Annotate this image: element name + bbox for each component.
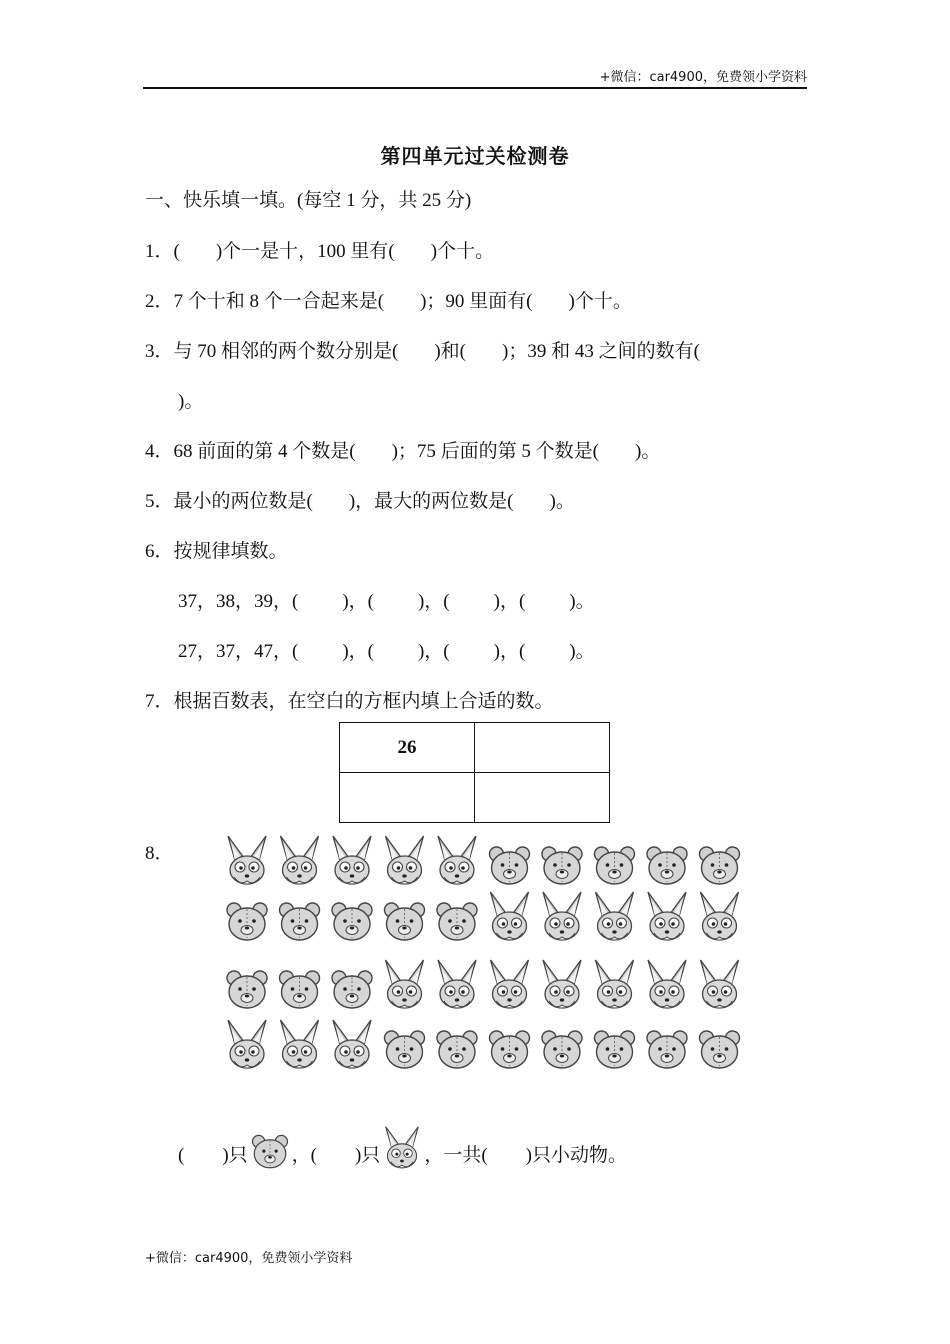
question-number: 2．	[145, 291, 174, 312]
section-heading: 一、快乐填一填。(每空 1 分，共 25 分)	[145, 190, 472, 211]
rabbit-icon	[333, 1020, 371, 1068]
bear-icon	[332, 903, 372, 940]
answer-text: )只	[222, 1145, 248, 1166]
question-text: )。	[178, 391, 204, 412]
bear-icon	[700, 1031, 740, 1068]
rabbit-icon	[701, 892, 739, 940]
bear-icon	[385, 903, 425, 940]
rabbit-icon	[228, 836, 266, 884]
question-text: 根据百数表，在空白的方框内填上合适的数。	[173, 691, 554, 712]
question-text: )个一是十，100 里有(	[215, 241, 395, 262]
sequence-sep: )，(	[342, 641, 374, 662]
question-text: (	[173, 241, 180, 262]
rabbit-icon	[701, 960, 739, 1008]
question-text: )和(	[434, 341, 466, 362]
question-text: 68 前面的第 4 个数是(	[173, 441, 356, 462]
question-text: 与 70 相邻的两个数分别是(	[173, 341, 399, 362]
sequence-row-1	[178, 586, 595, 613]
rabbit-icon	[281, 1020, 319, 1068]
answer-text: )只小动物。	[525, 1145, 627, 1166]
bear-icon	[542, 847, 582, 884]
bear-icon	[280, 971, 320, 1008]
question-text: )。	[549, 491, 575, 512]
question-3-cont	[178, 386, 203, 413]
answer-text: (	[178, 1145, 185, 1166]
bear-icon	[280, 903, 320, 940]
question-text: 最小的两位数是(	[173, 491, 313, 512]
sequence-sep: )，(	[417, 641, 450, 662]
answer-text: ，一共(	[424, 1145, 488, 1166]
question-text: )；90 里面有(	[420, 291, 533, 312]
sequence-row-2	[178, 636, 595, 663]
question-text: 按规律填数。	[173, 541, 288, 562]
rabbit-icon	[491, 960, 529, 1008]
question-5	[145, 486, 575, 513]
question-text: )；39 和 43 之间的数有(	[502, 341, 700, 362]
question-8-answer	[178, 1125, 627, 1173]
question-number: 1．	[145, 241, 174, 262]
rabbit-icon	[648, 892, 686, 940]
rabbit-icon	[228, 1020, 266, 1068]
bear-icon	[437, 1031, 477, 1068]
sequence-sep: )，(	[493, 591, 526, 612]
bear-icon	[700, 847, 740, 884]
grid-cell-blank[interactable]	[340, 773, 475, 823]
rabbit-icon	[596, 892, 634, 940]
bear-icon	[647, 1031, 687, 1068]
bear-icon	[647, 847, 687, 884]
rabbit-icon	[281, 836, 319, 884]
question-text: )个十。	[568, 291, 632, 312]
bear-icon	[227, 903, 267, 940]
bear-icon	[595, 847, 635, 884]
bear-icon	[332, 971, 372, 1008]
sequence-end: )。	[569, 591, 595, 612]
header-note: +微信：car4900，免费领小学资料	[599, 70, 807, 85]
question-7	[145, 686, 554, 713]
bear-icon	[490, 1031, 530, 1068]
rabbit-icon	[438, 960, 476, 1008]
bear-icon	[385, 1031, 425, 1068]
sequence-start: 37，38，39，(	[178, 591, 299, 612]
rabbit-icon	[491, 892, 529, 940]
bear-icon	[227, 971, 267, 1008]
question-6	[145, 536, 288, 563]
question-text: )，最大的两位数是(	[348, 491, 514, 512]
animal-picture	[220, 832, 765, 1122]
rabbit-icon	[386, 836, 424, 884]
grid-cell-blank[interactable]	[475, 773, 610, 823]
rabbit-icon	[438, 836, 476, 884]
bear-icon	[248, 1131, 292, 1173]
question-text: )；75 后面的第 5 个数是(	[391, 441, 599, 462]
question-number: 5．	[145, 491, 174, 512]
question-number: 3．	[145, 341, 174, 362]
question-number: 6．	[145, 541, 174, 562]
answer-text: )只	[354, 1145, 381, 1166]
question-1	[145, 236, 494, 263]
question-8-number: 8．	[145, 843, 174, 864]
answer-text: ，(	[291, 1145, 317, 1166]
rabbit-icon	[380, 1125, 424, 1173]
page-title: 第四单元过关检测卷	[380, 144, 570, 168]
question-number: 7．	[145, 691, 174, 712]
bear-icon	[490, 847, 530, 884]
sequence-sep: )，(	[493, 641, 526, 662]
header-rule	[143, 87, 807, 89]
question-3	[145, 336, 700, 363]
question-text: )。	[635, 441, 661, 462]
question-text: )个十。	[430, 241, 495, 262]
hundred-chart-grid	[339, 722, 610, 823]
rabbit-icon	[386, 960, 424, 1008]
footer-note: +微信：car4900，免费领小学资料	[145, 1251, 353, 1266]
rabbit-icon	[543, 960, 581, 1008]
sequence-start: 27，37，47，(	[178, 641, 299, 662]
bear-icon	[595, 1031, 635, 1068]
bear-icon	[542, 1031, 582, 1068]
grid-cell-given: 26	[340, 723, 475, 773]
sequence-sep: )，(	[342, 591, 374, 612]
sequence-end: )。	[569, 641, 595, 662]
question-4	[145, 436, 660, 463]
grid-cell-blank[interactable]	[475, 723, 610, 773]
rabbit-icon	[333, 836, 371, 884]
rabbit-icon	[543, 892, 581, 940]
bear-icon	[437, 903, 477, 940]
question-number: 4．	[145, 441, 174, 462]
rabbit-icon	[596, 960, 634, 1008]
sequence-sep: )，(	[417, 591, 450, 612]
rabbit-icon	[648, 960, 686, 1008]
question-2	[145, 286, 632, 313]
question-text: 7 个十和 8 个一合起来是(	[173, 291, 385, 312]
